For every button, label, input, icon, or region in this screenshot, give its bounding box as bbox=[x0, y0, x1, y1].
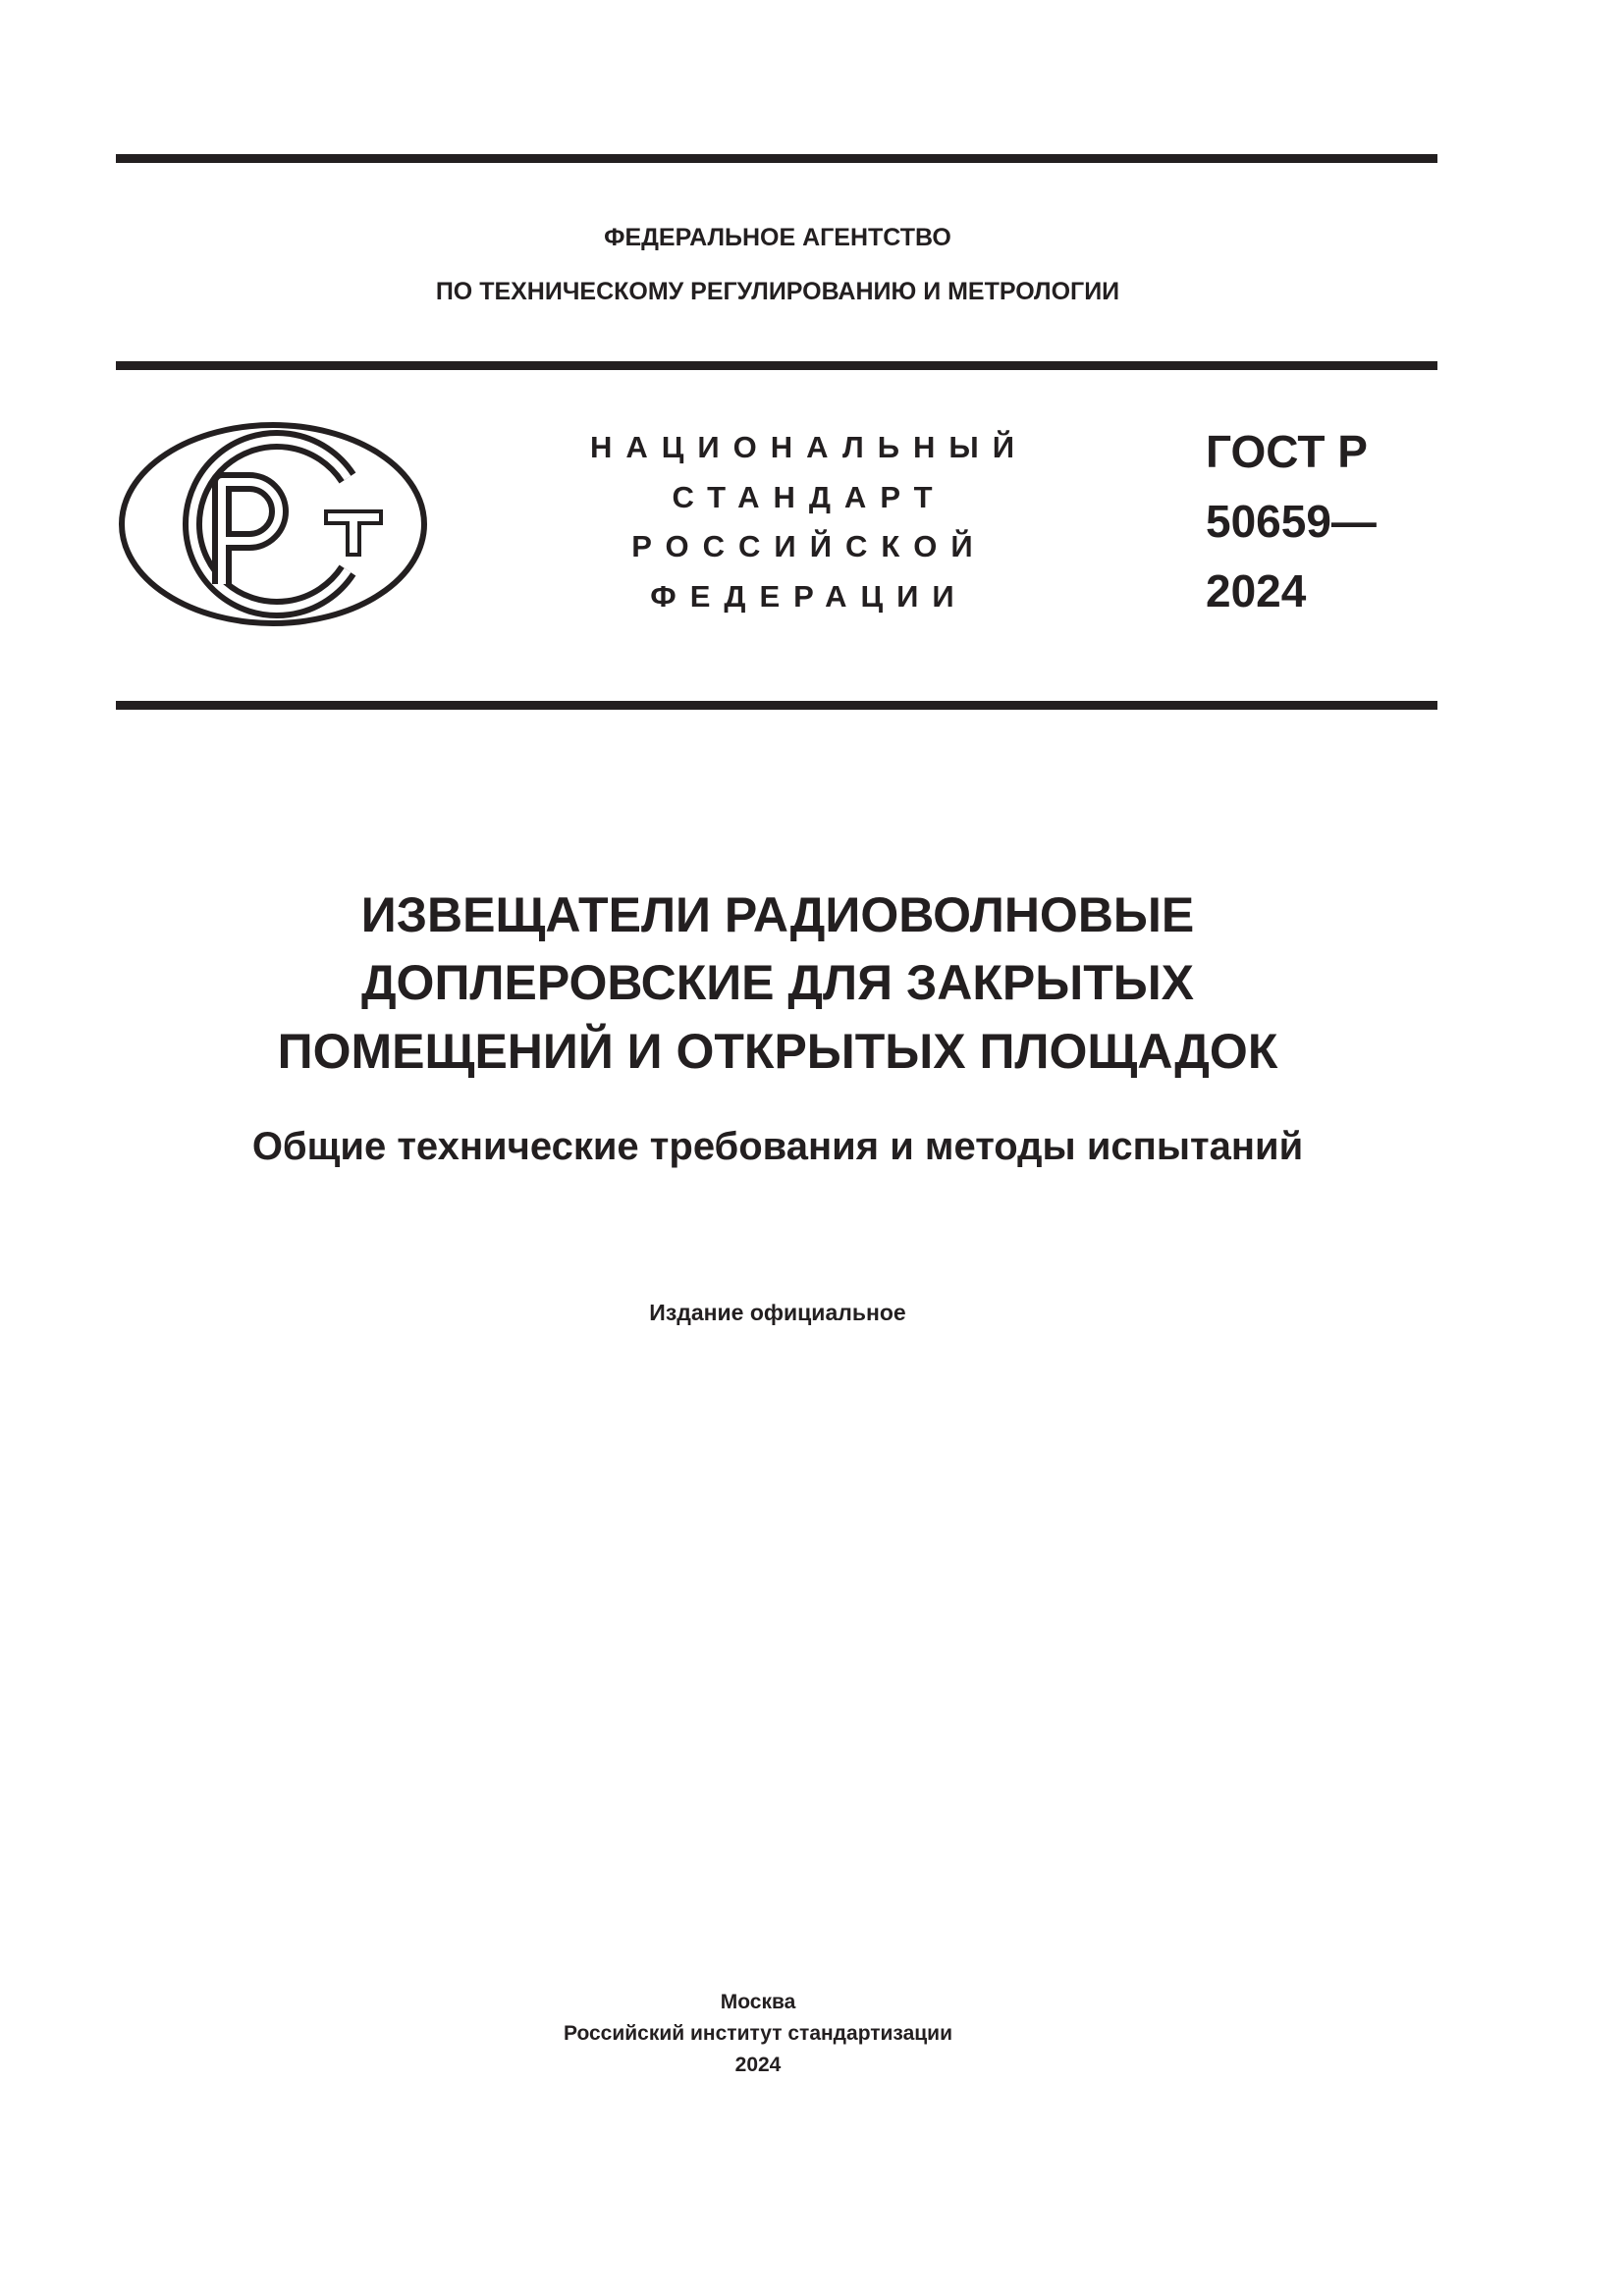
standard-type-line-3: РОССИЙСКОЙ bbox=[631, 529, 987, 563]
document-title-line-1: ИЗВЕЩАТЕЛИ РАДИОВОЛНОВЫЕ bbox=[360, 887, 1195, 942]
gost-designation-line-1: ГОСТ Р bbox=[1206, 426, 1368, 477]
rst-certification-mark-icon bbox=[116, 419, 430, 630]
agency-name-line-1: ФЕДЕРАЛЬНОЕ АГЕНТСТВО bbox=[604, 224, 951, 251]
official-edition-label: Издание официальное bbox=[649, 1300, 906, 1325]
standard-type-line-4: ФЕДЕРАЦИИ bbox=[650, 579, 968, 614]
document-title-line-2: ДОПЛЕРОВСКИЕ ДЛЯ ЗАКРЫТЫХ bbox=[360, 955, 1195, 1010]
header-divider bbox=[116, 361, 1437, 370]
standard-type-line-2: СТАНДАРТ bbox=[672, 480, 947, 514]
gost-designation-line-2: 50659— bbox=[1206, 496, 1377, 547]
document-subtitle: Общие технические требования и методы испытаний bbox=[251, 1125, 1304, 1168]
imprint-publisher: Российский институт стандартизации bbox=[563, 2022, 953, 2045]
imprint-city: Москва bbox=[720, 1991, 796, 2013]
top-divider bbox=[116, 154, 1437, 163]
standard-type-line-1: НАЦИОНАЛЬНЫЙ bbox=[589, 430, 1029, 464]
imprint-year: 2024 bbox=[734, 2054, 782, 2076]
document-title-line-3: ПОМЕЩЕНИЙ И ОТКРЫТЫХ ПЛОЩАДОК bbox=[277, 1024, 1278, 1079]
agency-name-line-2: ПО ТЕХНИЧЕСКОМУ РЕГУЛИРОВАНИЮ И МЕТРОЛОГИИ bbox=[435, 278, 1120, 305]
designation-divider bbox=[116, 701, 1437, 710]
gost-designation-line-3: 2024 bbox=[1206, 565, 1307, 616]
